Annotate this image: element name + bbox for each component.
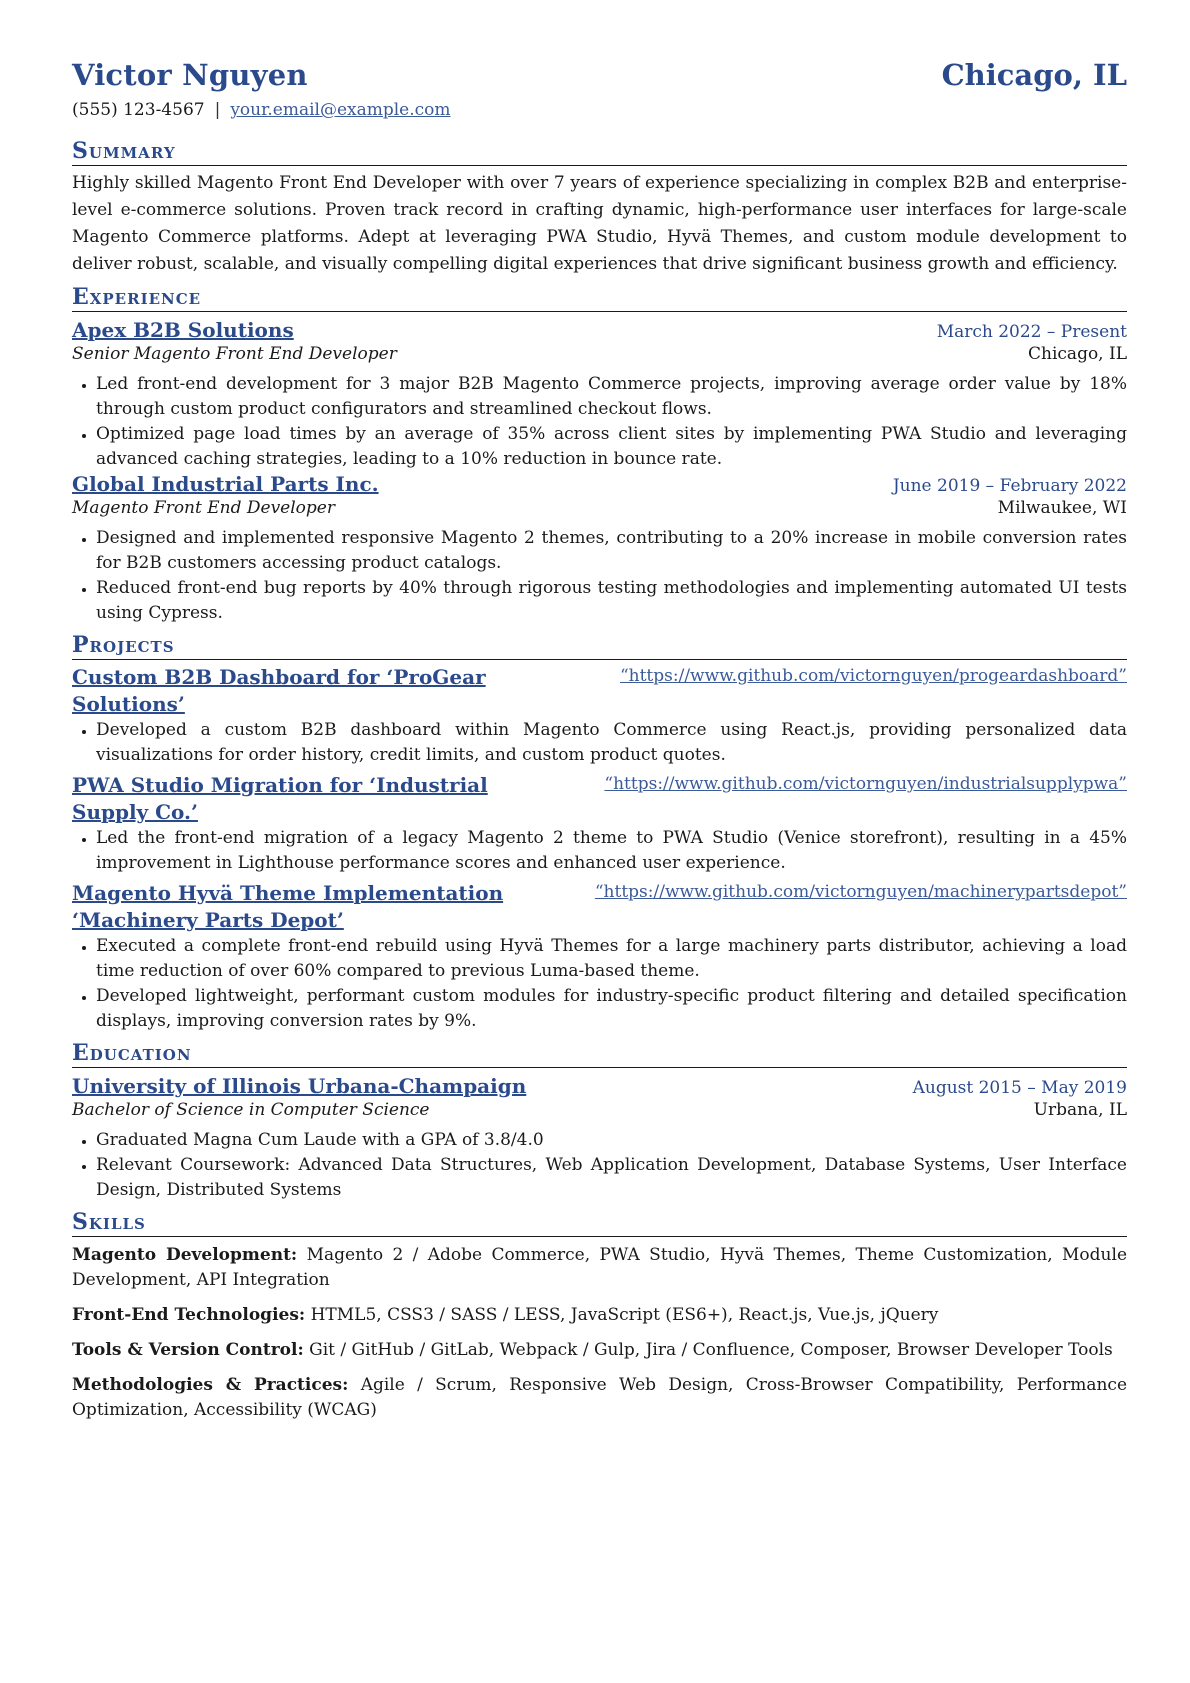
skills-section-header — [72, 1209, 1127, 1237]
skill-label: Magento Development: — [72, 1245, 298, 1265]
job-title: Magento Front End Developer — [72, 498, 335, 518]
project-entry — [72, 772, 1127, 876]
experience-entry — [72, 472, 1127, 626]
bullet-item: • Reduced front-end bug reports by 40% through rigorous testing methodologies and implementing automated UI tests using Cypress. — [96, 576, 1127, 626]
bullet-list — [72, 826, 1127, 876]
summary-section-header — [72, 138, 1127, 166]
skill-row — [72, 1373, 1127, 1423]
bullet-item: • Relevant Coursework: Advanced Data Structures, Web Application Development, Database Systems, User Interface Design, Distributed Systems — [96, 1153, 1127, 1203]
bullet-list — [72, 718, 1127, 768]
project-entry — [72, 880, 1127, 1034]
bullet-item: • Led front-end development for 3 major B2B Magento Commerce projects, improving average order value by 18% through custom product configurators and streamlined checkout flows. — [96, 372, 1127, 422]
skill-value: Git / GitHub / GitLab, Webpack / Gulp, Jira / Confluence, Composer, Browser Developer Tools — [309, 1340, 1113, 1360]
skill-label: Methodologies & Practices: — [72, 1375, 349, 1395]
section-title-experience: Experience — [72, 284, 202, 310]
email-link[interactable]: your.email@example.com — [230, 100, 451, 120]
bullet-list — [72, 526, 1127, 626]
project-name[interactable]: PWA Studio Migration for ‘Industrial Supply Co.’ — [72, 773, 488, 824]
section-title-projects: Projects — [72, 632, 175, 658]
education-dates: August 2015 – May 2019 — [912, 1078, 1127, 1098]
contact-line — [72, 100, 1127, 120]
job-dates: June 2019 – February 2022 — [892, 476, 1127, 496]
summary-text: Highly skilled Magento Front End Developer with over 7 years of experience specializing in complex B2B and enterprise-level e-commerce solutions. Proven track record in crafting dynamic, high-performance user interfaces for large-scale Magento Commerce platforms. Adept at leveraging PWA Studio, Hyvä Themes, and custom module development to deliver robust, scalable, and visually compelling digital experiences that drive significant business growth and efficiency. — [72, 173, 1127, 274]
project-url-link[interactable]: “https://www.github.com/victornguyen/machinerypartsdepot” — [594, 882, 1127, 902]
skill-row — [72, 1303, 1127, 1328]
projects-section-header — [72, 632, 1127, 660]
degree-title: Bachelor of Science in Computer Science — [72, 1100, 430, 1120]
project-entry — [72, 664, 1127, 768]
bullet-list — [72, 372, 1127, 472]
section-title-summary: Summary — [72, 138, 176, 164]
bullet-item: • Designed and implemented responsive Magento 2 themes, contributing to a 20% increase in mobile conversion rates for B2B customers accessing product catalogs. — [96, 526, 1127, 576]
job-dates: March 2022 – Present — [936, 322, 1127, 342]
job-location: Chicago, IL — [1028, 344, 1127, 364]
job-title: Senior Magento Front End Developer — [72, 344, 397, 364]
skill-value: Magento 2 / Adobe Commerce, PWA Studio, Hyvä Themes, Theme Customization, Module Development, API Integration — [72, 1245, 1127, 1290]
project-name[interactable]: Magento Hyvä Theme Implementation ‘Machinery Parts Depot’ — [72, 881, 504, 932]
skill-row — [72, 1338, 1127, 1363]
bullet-item: • Executed a complete front-end rebuild using Hyvä Themes for a large machinery parts distributor, achieving a load time reduction of over 60% compared to previous Luma-based theme. — [96, 934, 1127, 984]
bullet-item: • Developed lightweight, performant custom modules for industry-specific product filtering and detailed specification displays, improving conversion rates by 9%. — [96, 984, 1127, 1034]
bullet-item: • Graduated Magna Cum Laude with a GPA of 3.8/4.0 — [96, 1128, 1127, 1153]
company-name[interactable]: Global Industrial Parts Inc. — [72, 472, 379, 496]
bullet-list — [72, 1128, 1127, 1203]
bullet-item: • Optimized page load times by an average of 35% across client sites by implementing PWA Studio and leveraging advanced caching strategies, leading to a 10% reduction in bounce rate. — [96, 422, 1127, 472]
project-url-link[interactable]: “https://www.github.com/victornguyen/industrialsupplypwa” — [604, 774, 1127, 794]
company-name[interactable]: Apex B2B Solutions — [72, 318, 294, 342]
project-name[interactable]: Custom B2B Dashboard for ‘ProGear Solutions’ — [72, 665, 486, 716]
resume-page — [72, 58, 1127, 1423]
section-title-education: Education — [72, 1040, 192, 1066]
bullet-item: • Developed a custom B2B dashboard within Magento Commerce using React.js, providing personalized data visualizations for order history, credit limits, and custom product quotes. — [96, 718, 1127, 768]
school-location: Urbana, IL — [1033, 1100, 1127, 1120]
candidate-location: Chicago, IL — [941, 58, 1127, 92]
candidate-name: Victor Nguyen — [72, 58, 308, 92]
skill-value: HTML5, CSS3 / SASS / LESS, JavaScript (ES6+), React.js, Vue.js, jQuery — [310, 1305, 939, 1325]
skill-row — [72, 1243, 1127, 1293]
skill-label: Tools & Version Control: — [72, 1340, 304, 1360]
header — [72, 58, 1127, 92]
education-section-header — [72, 1040, 1127, 1068]
skill-label: Front-End Technologies: — [72, 1305, 306, 1325]
skill-value: Agile / Scrum, Responsive Web Design, Cross-Browser Compatibility, Performance Optimization, Accessibility (WCAG) — [72, 1375, 1127, 1420]
bullet-list — [72, 934, 1127, 1034]
contact-separator: | — [214, 100, 221, 120]
section-title-skills: Skills — [72, 1209, 146, 1235]
experience-section-header — [72, 284, 1127, 312]
experience-entry — [72, 318, 1127, 472]
bullet-item: • Led the front-end migration of a legacy Magento 2 theme to PWA Studio (Venice storefront), resulting in a 45% improvement in Lighthouse performance scores and enhanced user experience. — [96, 826, 1127, 876]
education-entry — [72, 1074, 1127, 1203]
phone-number: (555) 123-4567 — [72, 100, 205, 120]
project-url-link[interactable]: “https://www.github.com/victornguyen/progeardashboard” — [619, 666, 1127, 686]
job-location: Milwaukee, WI — [997, 498, 1127, 518]
school-name[interactable]: University of Illinois Urbana-Champaign — [72, 1074, 527, 1098]
